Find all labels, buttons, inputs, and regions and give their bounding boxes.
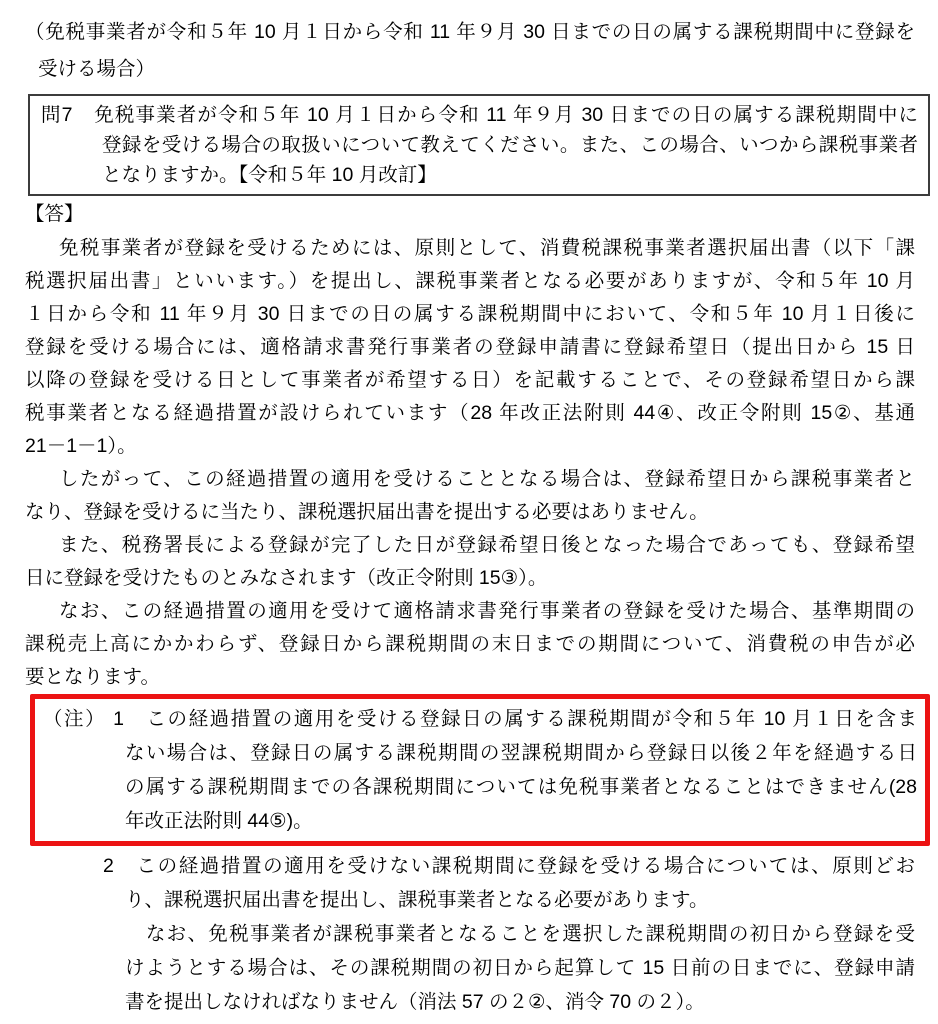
note-1-highlight-box — [30, 694, 930, 846]
answer-label: 【答】 — [25, 203, 84, 225]
text-line: けようとする場合は、その課税期間の初日から起算して 15 日前の日までに、登録申請 — [125, 957, 915, 979]
text-line: 受ける場合） — [38, 58, 156, 80]
text-line: なり、登録を受けるに当たり、課税選択届出書を提出する必要はありません。 — [25, 501, 709, 523]
answer-paragraph-4 — [25, 595, 915, 694]
text-line: 問7 免税事業者が令和５年 10 月１日から令和 11 年９月 30 日までの日の属する課税期間中に — [41, 104, 918, 126]
text-line: 日に登録を受けたものとみなされます（改正令附則 15③）。 — [25, 567, 548, 589]
text-line: となりますか。【令和５年 10 月改訂】 — [102, 164, 437, 186]
answer-paragraph-2 — [25, 463, 915, 529]
text-line: したがって、この経過措置の適用を受けることとなる場合は、登録希望日から課税事業者と — [59, 468, 915, 490]
text-line: 登録を受ける場合には、適格請求書発行事業者の登録申請書に登録希望日（提出日から 15 日 — [25, 336, 915, 358]
text-line: 税選択届出書」といいます。）を提出し、課税事業者となる必要がありますが、令和５年 10 月 — [25, 270, 915, 292]
text-line: なお、免税事業者が課税事業者となることを選択した課税期間の初日から登録を受 — [125, 923, 915, 945]
text-line: なお、この経過措置の適用を受けて適格請求書発行事業者の登録を受けた場合、基準期間の — [59, 600, 915, 622]
text-line: （注） 1 この経過措置の適用を受ける登録日の属する課税期間が令和５年 10 月１日を含ま — [43, 708, 917, 730]
text-line: 2 この経過措置の適用を受けない課税期間に登録を受ける場合については、原則どお — [103, 855, 915, 877]
answer-body — [25, 232, 915, 694]
text-line: （免税事業者が令和５年 10 月１日から令和 11 年９月 30 日までの日の属する課税期間中に登録を — [25, 21, 915, 43]
text-line: また、税務署長による登録が完了した日が登録希望日後となった場合であっても、登録希望 — [59, 534, 915, 556]
text-line: 課税売上高にかかわらず、登録日から課税期間の末日までの期間について、消費税の申告が必 — [25, 633, 915, 655]
text-line: の属する課税期間までの各課税期間については免税事業者となることはできません(28 — [125, 776, 917, 798]
text-line: り、課税選択届出書を提出し、課税事業者となる必要があります。 — [125, 889, 709, 911]
text-line: 以降の登録を受ける日として事業者が希望する日）を記載することで、その登録希望日から課 — [25, 369, 915, 391]
note-2 — [25, 849, 915, 1019]
text-line: 税事業者となる経過措置が設けられています（28 年改正法附則 44④、改正令附則 15②、基通 — [25, 402, 915, 424]
text-line: 21－1－1）。 — [25, 435, 137, 457]
text-line: 要となります。 — [25, 666, 160, 688]
document-heading — [25, 14, 915, 88]
text-line: 書を提出しなければなりません（消法 57 の２②、消令 70 の２）。 — [125, 991, 705, 1013]
text-line: 免税事業者が登録を受けるためには、原則として、消費税課税事業者選択届出書（以下「課 — [59, 237, 915, 259]
text-line: 年改正法附則 44⑤)。 — [125, 810, 313, 832]
text-line: 登録を受ける場合の取扱いについて教えてください。また、この場合、いつから課税事業者 — [102, 134, 918, 156]
answer-paragraph-3 — [25, 529, 915, 595]
question-box — [28, 94, 930, 196]
answer-paragraph-1 — [25, 232, 915, 463]
text-line: １日から令和 11 年９月 30 日までの日の属する課税期間中において、令和５年 10 月１日後に — [25, 303, 915, 325]
text-line: ない場合は、登録日の属する課税期間の翌課税期間から登録日以後２年を経過する日 — [125, 742, 917, 764]
